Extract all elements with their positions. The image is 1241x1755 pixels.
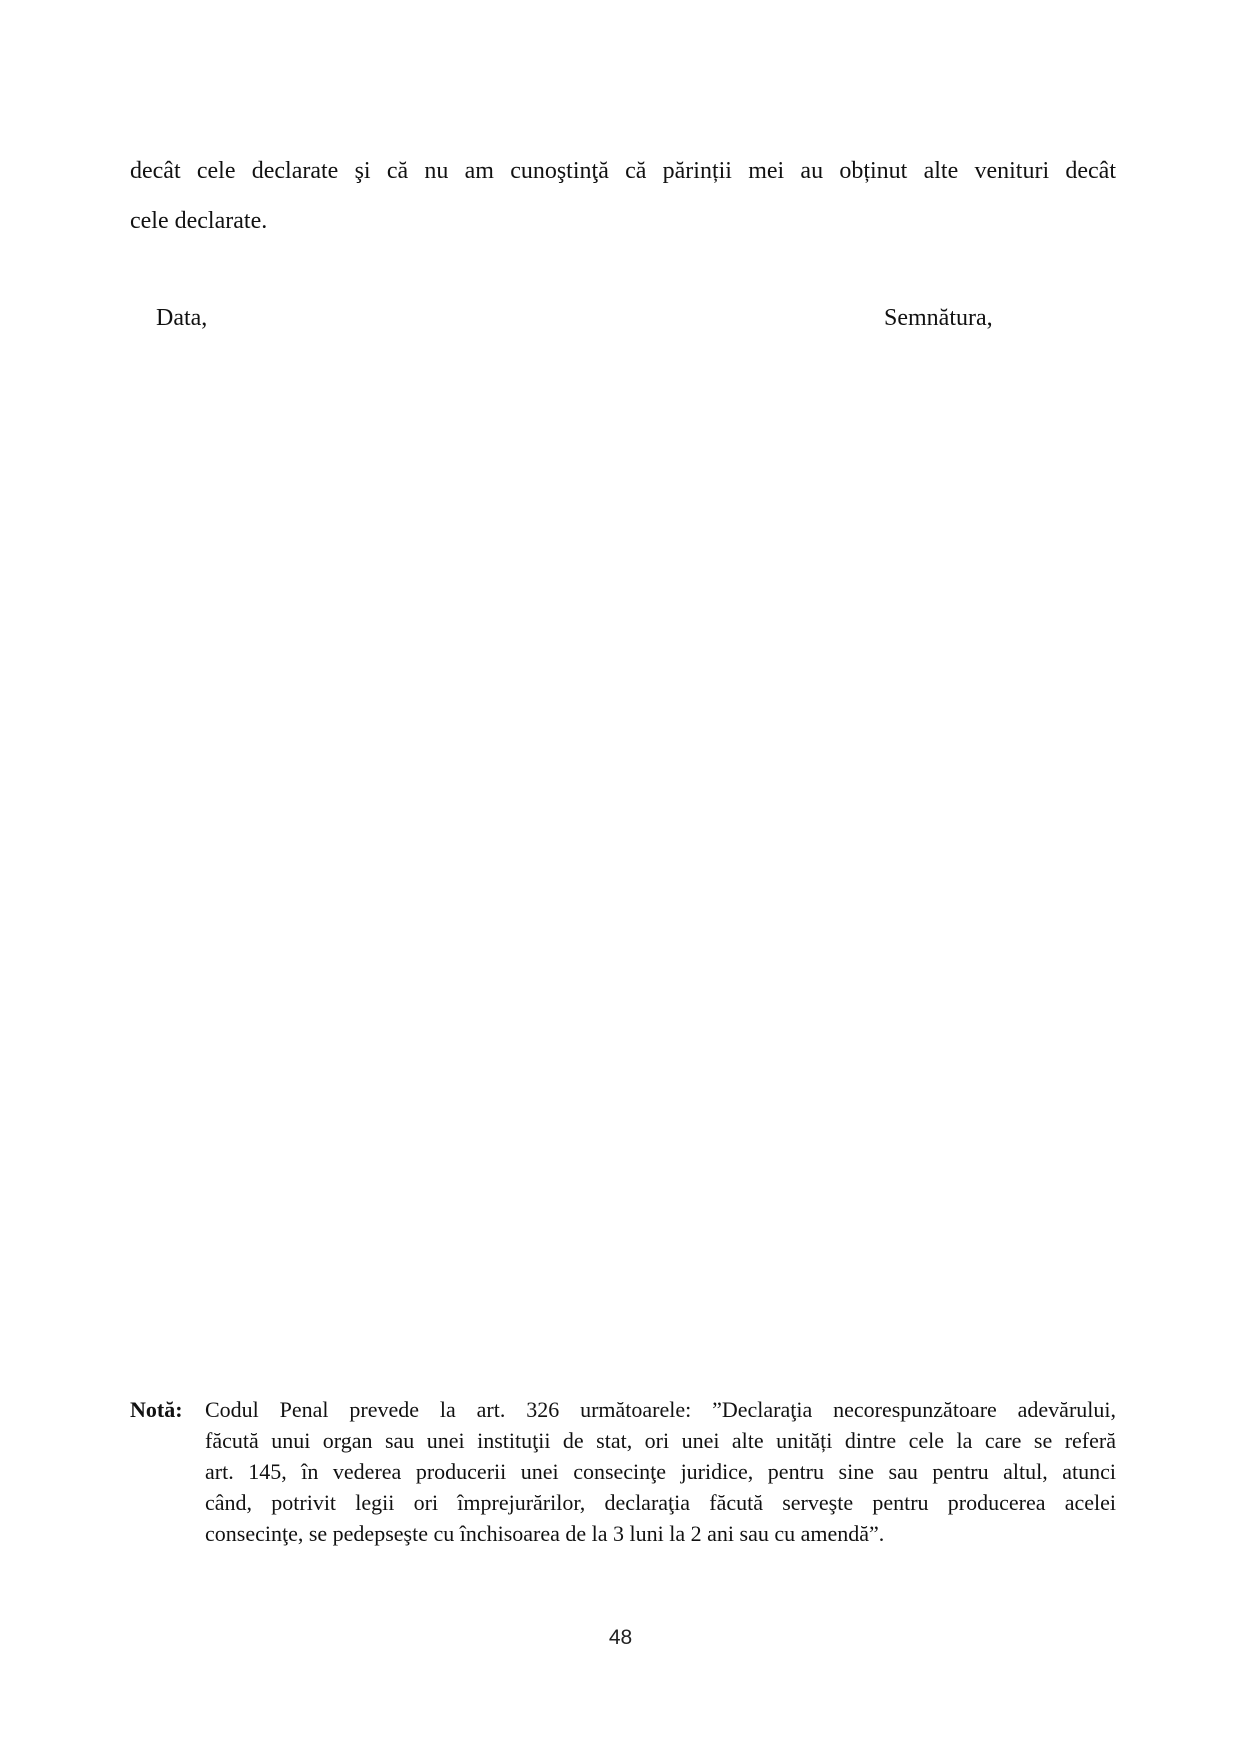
signature-label: Semnătura,: [884, 305, 993, 331]
page-number: 48: [608, 1626, 633, 1649]
note-line-5: consecinţe, se pedepseşte cu închisoarea de la 3 luni la 2 ani sau cu amendă”.: [205, 1521, 885, 1546]
note-line-3: art. 145, în vederea producerii unei consecinţe juridice, pentru sine sau pentru altul, atunci: [205, 1459, 1116, 1484]
note-line-1: Codul Penal prevede la art. 326 următoarele: ”Declaraţia necorespunzătoare adevărului,: [205, 1397, 1116, 1422]
paragraph-line-2: cele declarate.: [130, 208, 268, 234]
date-label: Data,: [156, 305, 208, 331]
note-line-4: când, potrivit legii ori împrejurărilor, declaraţia făcută serveşte pentru producerea acelei: [205, 1490, 1116, 1515]
note-line-2: făcută unui organ sau unei instituţii de stat, ori unei alte unități dintre cele la care se referă: [205, 1428, 1116, 1453]
declaration-paragraph: [130, 146, 1116, 246]
note-body: [205, 1394, 1116, 1549]
note-heading: Notă:: [130, 1397, 183, 1422]
paragraph-line-1: decât cele declarate şi că nu am cunoştinţă că părinții mei au obținut alte venituri decât: [130, 158, 1116, 184]
